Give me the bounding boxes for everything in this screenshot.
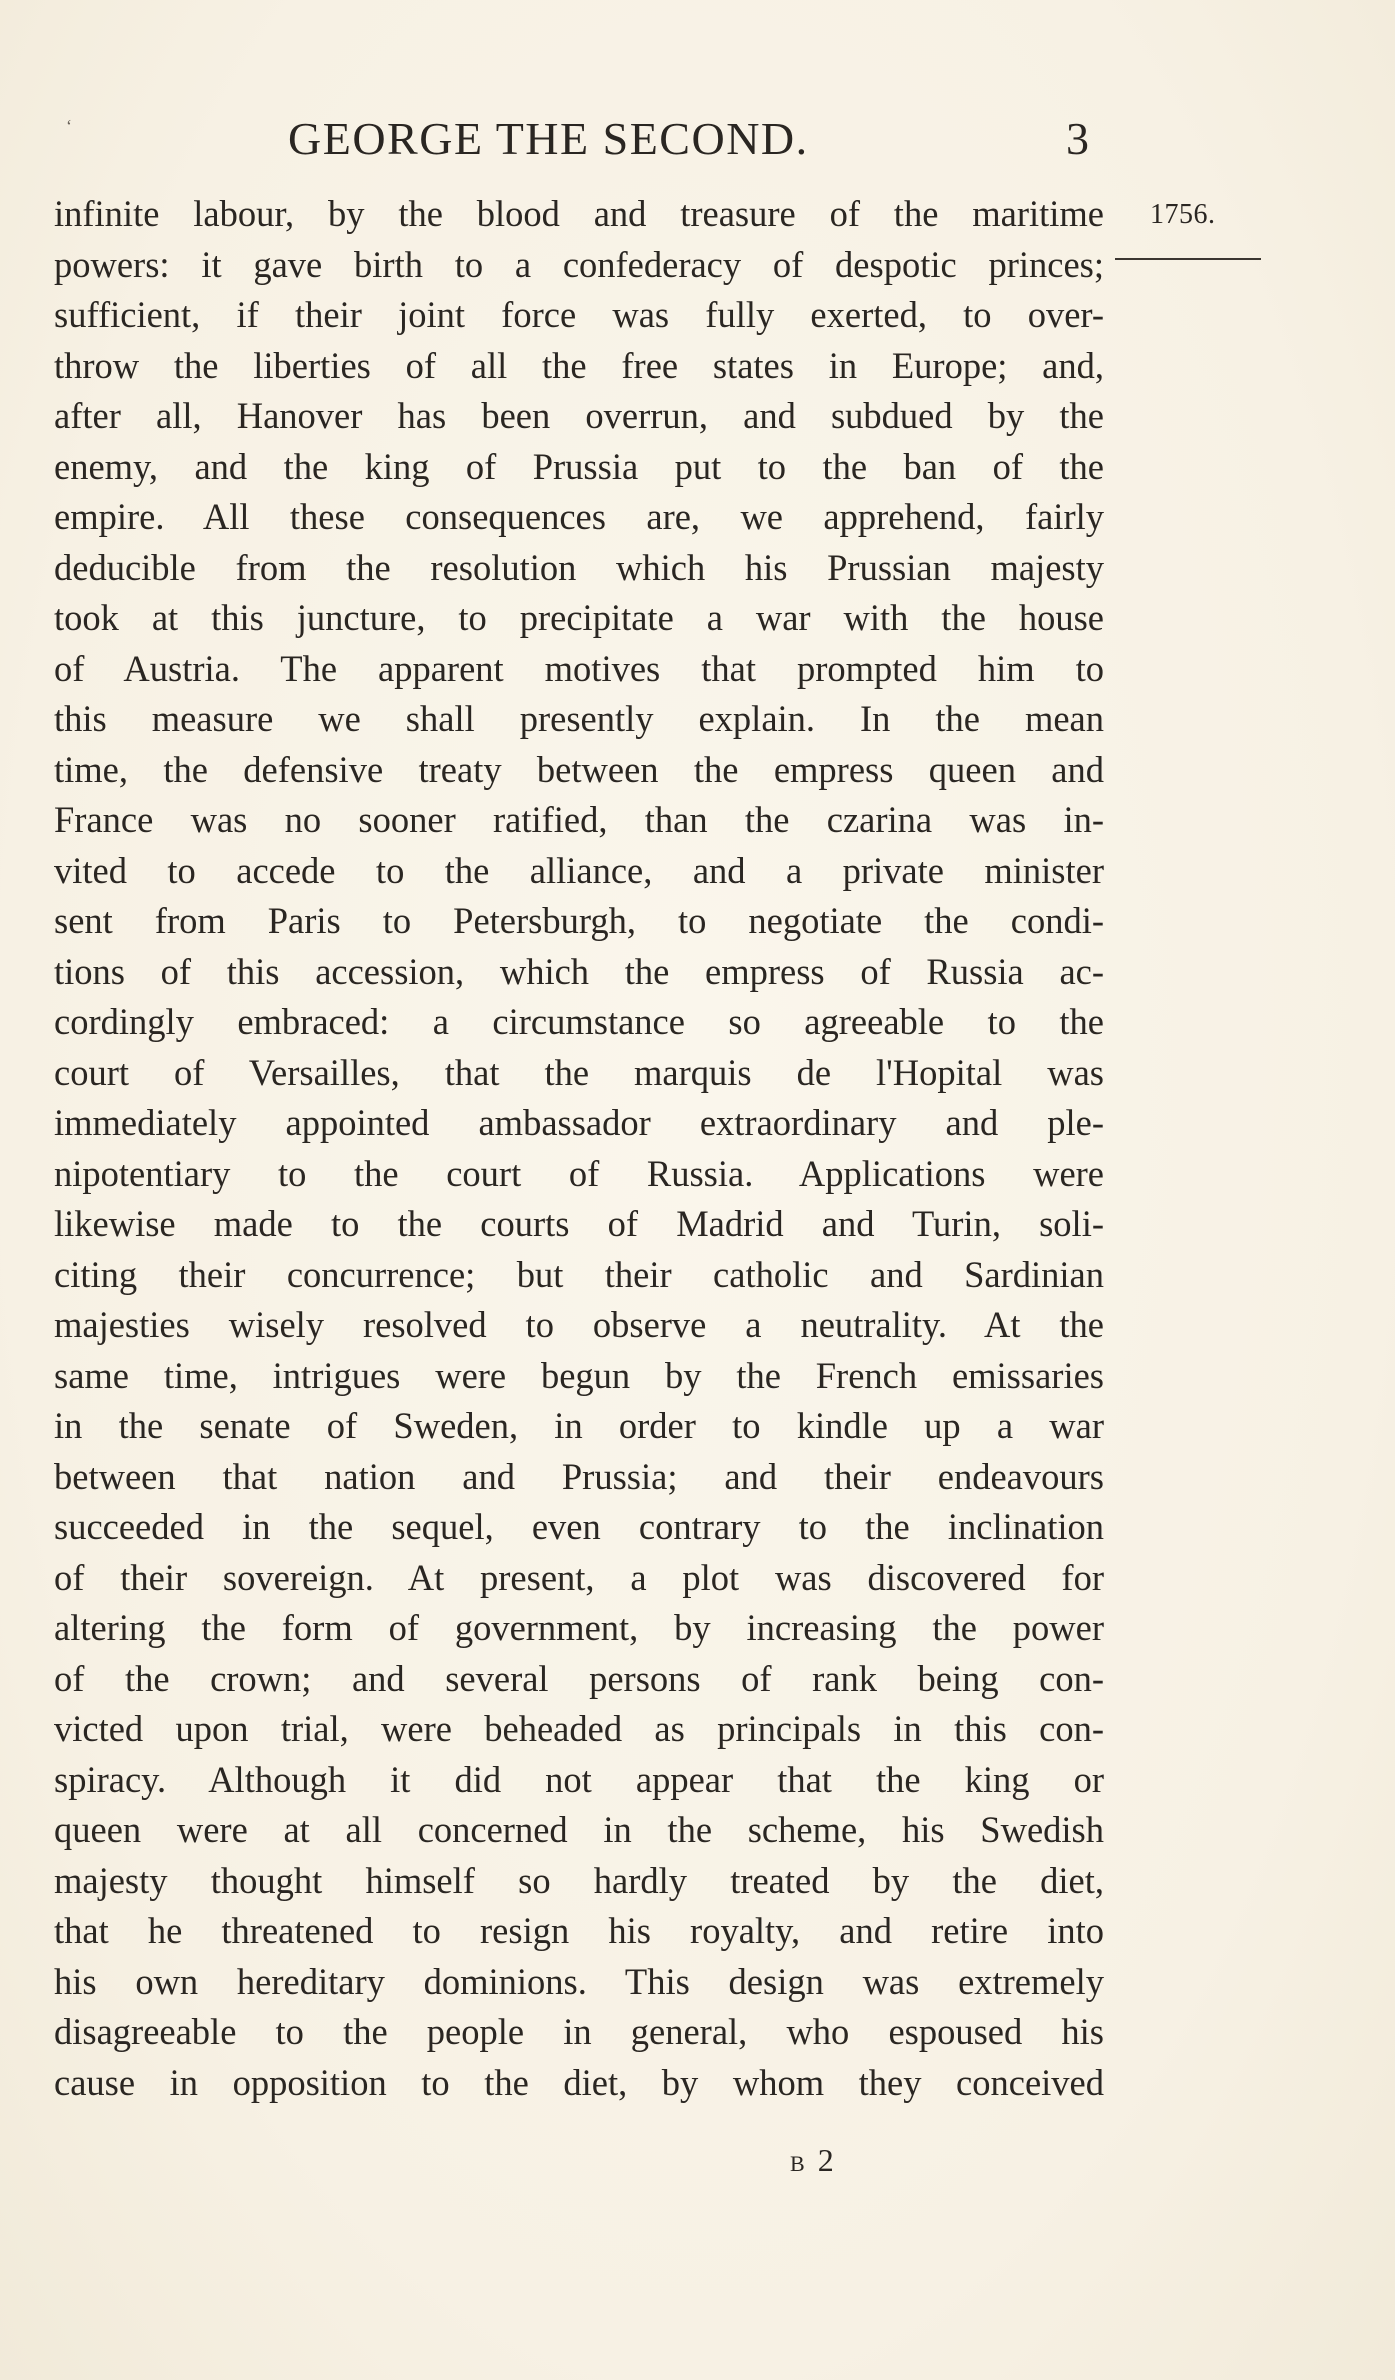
text-line: same time, intrigues were begun by the French emissaries: [54, 1354, 1104, 1396]
text-line: of Austria. The apparent motives that prompted him to: [54, 647, 1104, 689]
text-line: nipotentiary to the court of Russia. Applications were: [54, 1152, 1104, 1194]
header-mark: ‘: [66, 116, 72, 136]
text-line: queen were at all concerned in the scheme, his Swedish: [54, 1809, 1104, 1850]
signature-letter: B: [790, 2151, 808, 2176]
text-line: that he threatened to resign his royalty, and retire into: [54, 1910, 1104, 1951]
text-line: cordingly embraced: a circumstance so agreeable to the: [54, 1001, 1104, 1042]
text-line: citing their concurrence; but their catholic and Sardinian: [54, 1253, 1104, 1295]
text-line: altering the form of government, by increasing the power: [54, 1607, 1104, 1648]
text-line: his own hereditary dominions. This design was extremely: [54, 1960, 1104, 2002]
text-line: disagreeable to the people in general, who espoused his: [54, 2011, 1104, 2052]
text-line: majesty thought himself so hardly treated by the diet,: [54, 1859, 1104, 1901]
text-line: likewise made to the courts of Madrid and Turin, soli-: [54, 1203, 1104, 1244]
text-line: sufficient, if their joint force was fully exerted, to over-: [54, 294, 1104, 335]
text-line: succeeded in the sequel, even contrary to the inclination: [54, 1506, 1104, 1547]
text-line: between that nation and Prussia; and their endeavours: [54, 1455, 1104, 1497]
text-line: cause in opposition to the diet, by whom they conceived: [54, 2061, 1104, 2103]
text-line: spiracy. Although it did not appear that the king or: [54, 1758, 1104, 1800]
running-head: [52, 112, 1112, 172]
signature-number: 2: [817, 2142, 836, 2178]
text-line: sent from Paris to Petersburgh, to negotiate the condi-: [54, 900, 1104, 941]
text-line: after all, Hanover has been overrun, and subdued by the: [54, 395, 1104, 436]
text-line: of the crown; and several persons of rank being con-: [54, 1657, 1104, 1699]
text-line: powers: it gave birth to a confederacy of despotic princes;: [54, 243, 1104, 285]
page-number: 3: [1066, 113, 1089, 164]
text-line: majesties wisely resolved to observe a neutrality. At the: [54, 1304, 1104, 1345]
text-line: in the senate of Sweden, in order to kindle up a war: [54, 1405, 1104, 1446]
text-line: deducible from the resolution which his Prussian majesty: [54, 546, 1104, 588]
text-line: throw the liberties of all the free states in Europe; and,: [54, 344, 1104, 386]
text-line: immediately appointed ambassador extraordinary and ple-: [54, 1102, 1104, 1143]
text-line: vited to accede to the alliance, and a private minister: [54, 849, 1104, 891]
text-line: victed upon trial, were beheaded as principals in this con-: [54, 1708, 1104, 1749]
margin-year: 1756.: [1150, 199, 1216, 230]
text-line: empire. All these consequences are, we apprehend, fairly: [54, 496, 1104, 537]
text-line: tions of this accession, which the empress of Russia ac-: [54, 950, 1104, 992]
margin-rule: [1115, 258, 1261, 260]
text-line: court of Versailles, that the marquis de l'Hopital was: [54, 1051, 1104, 1093]
text-line: time, the defensive treaty between the empress queen and: [54, 748, 1104, 790]
text-line: France was no sooner ratified, than the czarina was in-: [54, 799, 1104, 840]
text-line: of their sovereign. At present, a plot was discovered for: [54, 1556, 1104, 1598]
text-line: infinite labour, by the blood and treasure of the maritime: [54, 193, 1104, 234]
text-line: enemy, and the king of Prussia put to the ban of the: [54, 445, 1104, 487]
signature-mark: [790, 2142, 836, 2179]
text-line: this measure we shall presently explain. In the mean: [54, 698, 1104, 739]
body-text: [54, 189, 1104, 2108]
text-line: took at this juncture, to precipitate a war with the house: [54, 597, 1104, 638]
page-title: GEORGE THE SECOND.: [288, 113, 809, 164]
